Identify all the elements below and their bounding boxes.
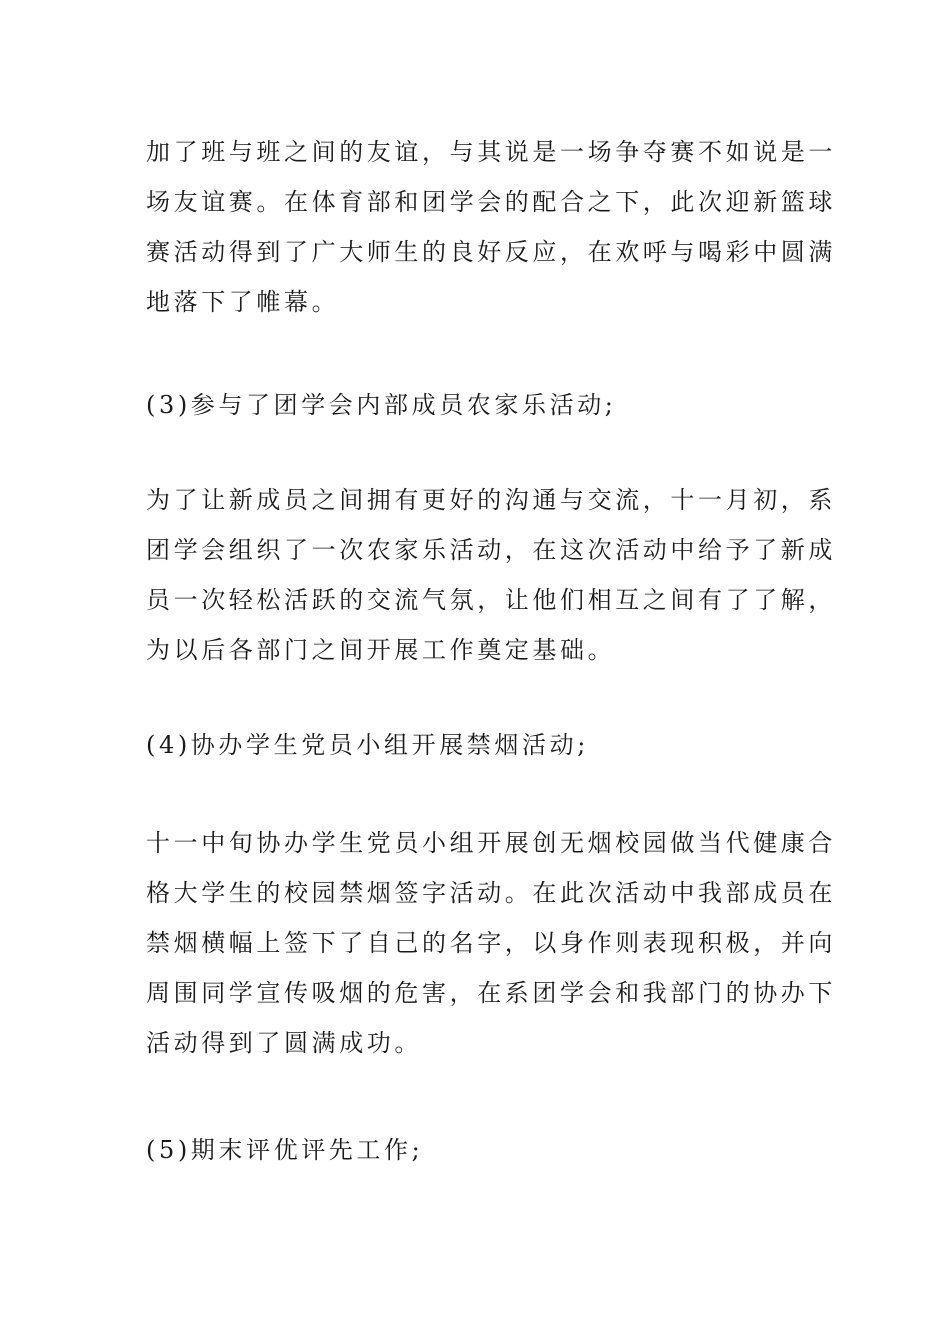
paragraph-line: 赛活动得到了广大师生的良好反应，在欢呼与喝彩中圆满 <box>146 238 836 266</box>
paragraph-line: 为了让新成员之间拥有更好的沟通与交流，十一月初，系 <box>146 486 836 514</box>
paragraph-line: 周围同学宣传吸烟的危害，在系团学会和我部门的协办下 <box>146 979 836 1007</box>
section-heading-3 <box>146 380 806 430</box>
paragraph-line: 活动得到了圆满成功。 <box>146 1029 422 1057</box>
paragraph-line: 地落下了帷幕。 <box>146 288 340 316</box>
section-heading-4 <box>146 720 806 770</box>
heading-text: (3)参与了团学会内部成员农家乐活动; <box>146 391 617 419</box>
paragraph-line: 为以后各部门之间开展工作奠定基础。 <box>146 636 616 664</box>
section-heading-5 <box>146 1125 806 1175</box>
paragraph-basketball-summary <box>146 127 836 327</box>
heading-text: (4)协办学生党员小组开展禁烟活动; <box>146 731 589 759</box>
paragraph-farmhouse-activity <box>146 475 836 675</box>
paragraph-line: 场友谊赛。在体育部和团学会的配合之下，此次迎新篮球 <box>146 188 836 216</box>
paragraph-line: 禁烟横幅上签下了自己的名字，以身作则表现积极，并向 <box>146 929 836 957</box>
paragraph-line: 加了班与班之间的友谊，与其说是一场争夺赛不如说是一 <box>146 138 836 166</box>
heading-text: (5)期末评优评先工作; <box>146 1136 424 1164</box>
paragraph-line: 十一中旬协办学生党员小组开展创无烟校园做当代健康合 <box>146 829 836 857</box>
paragraph-line: 团学会组织了一次农家乐活动，在这次活动中给予了新成 <box>146 536 836 564</box>
paragraph-line: 格大学生的校园禁烟签字活动。在此次活动中我部成员在 <box>146 879 836 907</box>
paragraph-smoking-ban <box>146 818 836 1068</box>
paragraph-line: 员一次轻松活跃的交流气氛，让他们相互之间有了了解， <box>146 586 836 614</box>
